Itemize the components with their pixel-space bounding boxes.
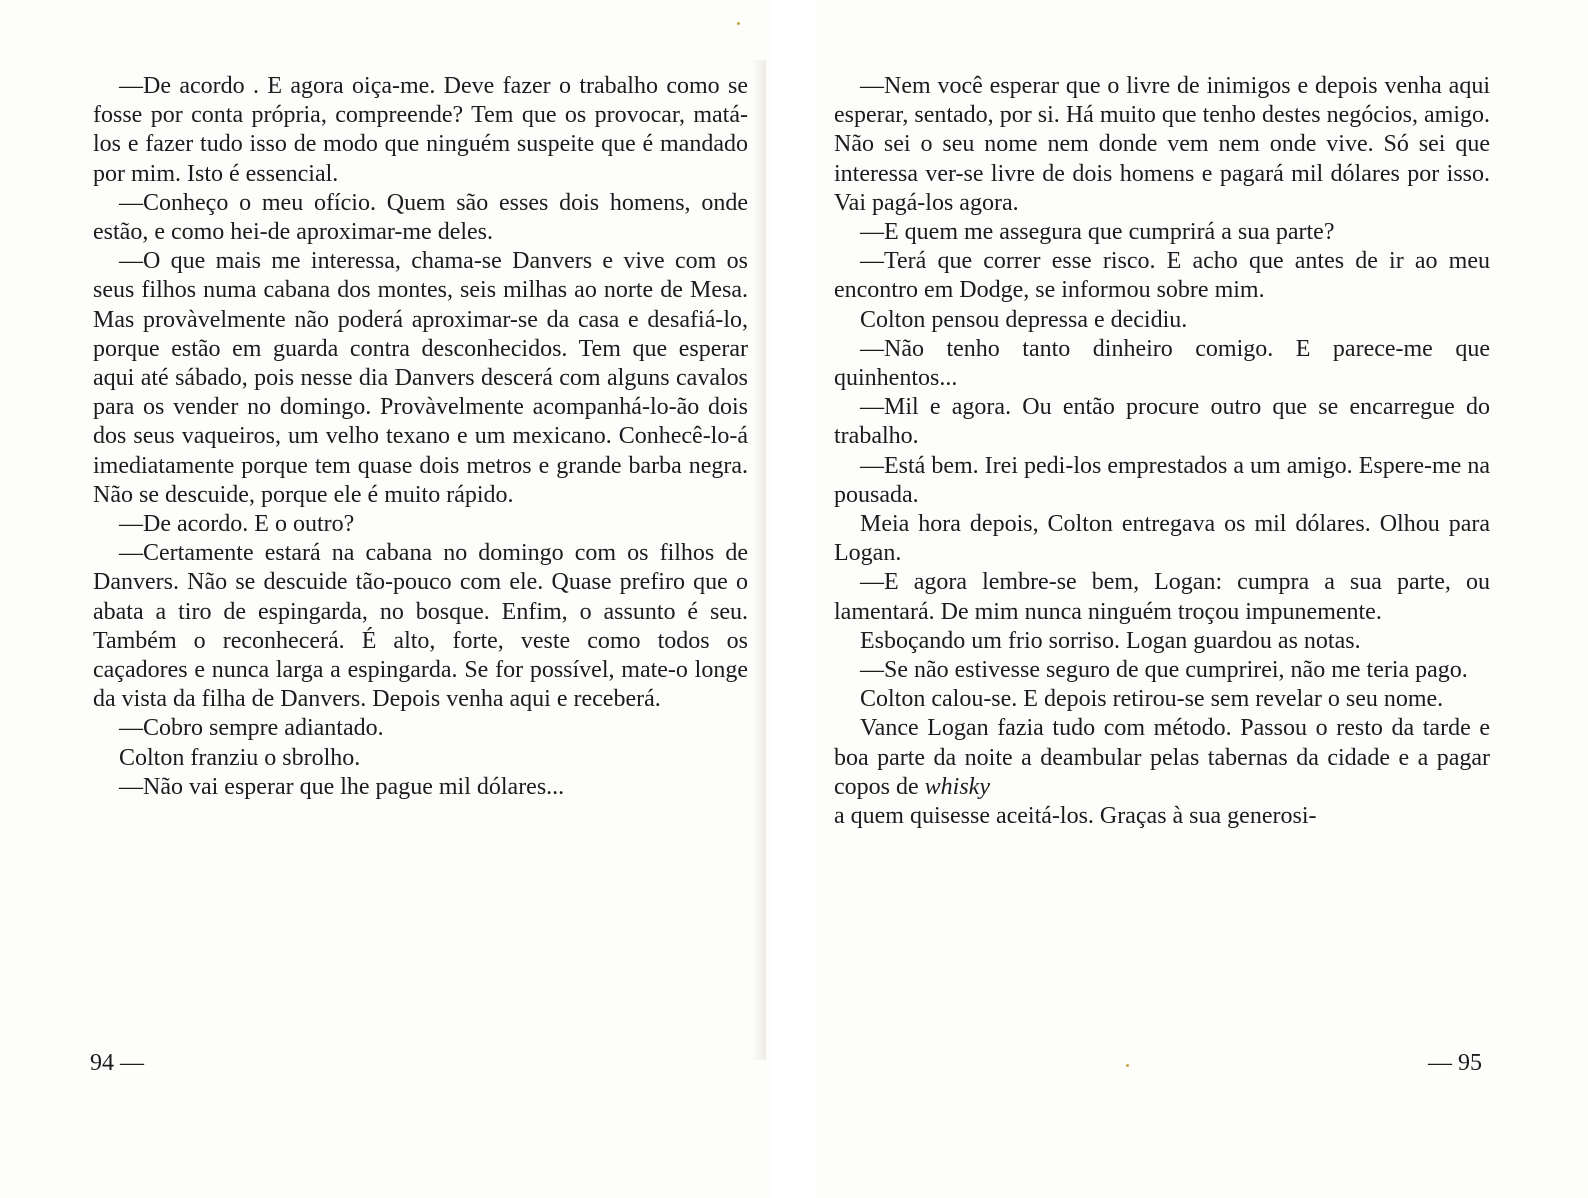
- paragraph: Colton pensou depressa e decidiu.: [860, 306, 1188, 333]
- print-speck: [737, 22, 740, 25]
- paragraph: [834, 714, 1490, 802]
- page-number-right: — 95: [1428, 1050, 1482, 1076]
- paragraph: —Terá que correr esse risco. E acho que antes de ir ao meu encontro em Dodge, se informou sobre mim.: [834, 248, 1490, 304]
- paragraph: —Conheço o meu ofício. Quem são esses dois homens, onde estão, e como hei-de aproximar-me deles.: [93, 189, 748, 246]
- paragraph: —Não vai esperar que lhe pague mil dólares...: [119, 773, 565, 800]
- paragraph: Colton franziu o sbrolho.: [119, 744, 361, 771]
- paragraph: —De acordo. E o outro?: [119, 511, 355, 538]
- italic-word: whisky: [924, 773, 990, 800]
- paragraph: —E quem me assegura que cumprirá a sua parte?: [860, 219, 1335, 246]
- print-speck: [1126, 1064, 1129, 1067]
- paragraph: —Cobro sempre adiantado.: [119, 715, 384, 742]
- paragraph: Colton calou-se. E depois retirou-se sem revelar o seu nome.: [860, 686, 1444, 713]
- paragraph: —Está bem. Irei pedi-los emprestados a um amigo. Espere-me na pousada.: [834, 452, 1490, 508]
- paragraph: —Se não estivesse seguro de que cumprirei, não me teria pago.: [860, 657, 1468, 684]
- right-page: [815, 0, 1588, 1198]
- gutter-shadow: [752, 60, 766, 1060]
- paragraph: —Nem você esperar que o livre de inimigos e depois venha aqui esperar, sentado, por si. Há muito que tenho destes negócios, amigo. Não sei o seu nome nem donde vem nem onde vive. Só sei que interessa ver-se livre de dois homens e pagará mil dólares por isso. Vai pagá-los agora.: [834, 73, 1490, 216]
- paragraph: Meia hora depois, Colton entregava os mil dólares. Olhou para Logan.: [834, 511, 1490, 567]
- paragraph: —De acordo . E agora oiça-me. Deve fazer o trabalho como se fosse por conta própria, compreende? Tem que os provocar, matá-los e fazer tudo isso de modo que ninguém suspeite que é mandado por mim. Isto é essencial.: [93, 73, 748, 187]
- left-page: [0, 0, 770, 1198]
- page-number-left: 94 —: [90, 1050, 144, 1076]
- paragraph: —O que mais me interessa, chama-se Danvers e vive com os seus filhos numa cabana dos montes, seis milhas ao norte de Mesa. Mas provàvelmente não poderá aproximar-se da casa e desafiá-lo, porque estão em guarda contra desconhecidos. Tem que esperar aqui até sábado, pois nesse dia Danvers descerá com alguns cavalos para os vender no domingo. Provàvelmente acompanhá-lo-ão dois dos seus vaqueiros, um velho texano e um mexicano. Conhecê-lo-á imediatamente porque tem quase dois metros e grande barba negra. Não se descuide, porque ele é muito rápido.: [93, 248, 748, 508]
- paragraph-continuation: a quem quisesse aceitá-los. Graças à sua generosi-: [834, 803, 1317, 830]
- left-page-text: [93, 72, 748, 802]
- paragraph: —Mil e agora. Ou então procure outro que se encarregue do trabalho.: [834, 394, 1490, 450]
- paragraph-text: Vance Logan fazia tudo com método. Passou o resto da tarde e boa parte da noite a deambular pelas tabernas da cidade e a pagar copos de: [834, 715, 1490, 800]
- paragraph: Esboçando um frio sorriso. Logan guardou as notas.: [860, 627, 1361, 654]
- paragraph: —Certamente estará na cabana no domingo com os filhos de Danvers. Não se descuide tão-pouco com ele. Quase prefiro que o abata a tiro de espingarda, no bosque. Enfim, o assunto é seu. Também o reconhecerá. É alto, forte, veste como todos os caçadores e nunca larga a espingarda. Se for possível, mate-o longe da vista da filha de Danvers. Depois venha aqui e receberá.: [93, 540, 748, 713]
- gutter: [770, 0, 815, 1198]
- right-page-text: [834, 72, 1490, 831]
- paragraph: —E agora lembre-se bem, Logan: cumpra a sua parte, ou lamentará. De mim nunca ninguém troçou impunemente.: [834, 569, 1490, 625]
- paragraph: —Não tenho tanto dinheiro comigo. E parece-me que quinhentos...: [834, 335, 1490, 392]
